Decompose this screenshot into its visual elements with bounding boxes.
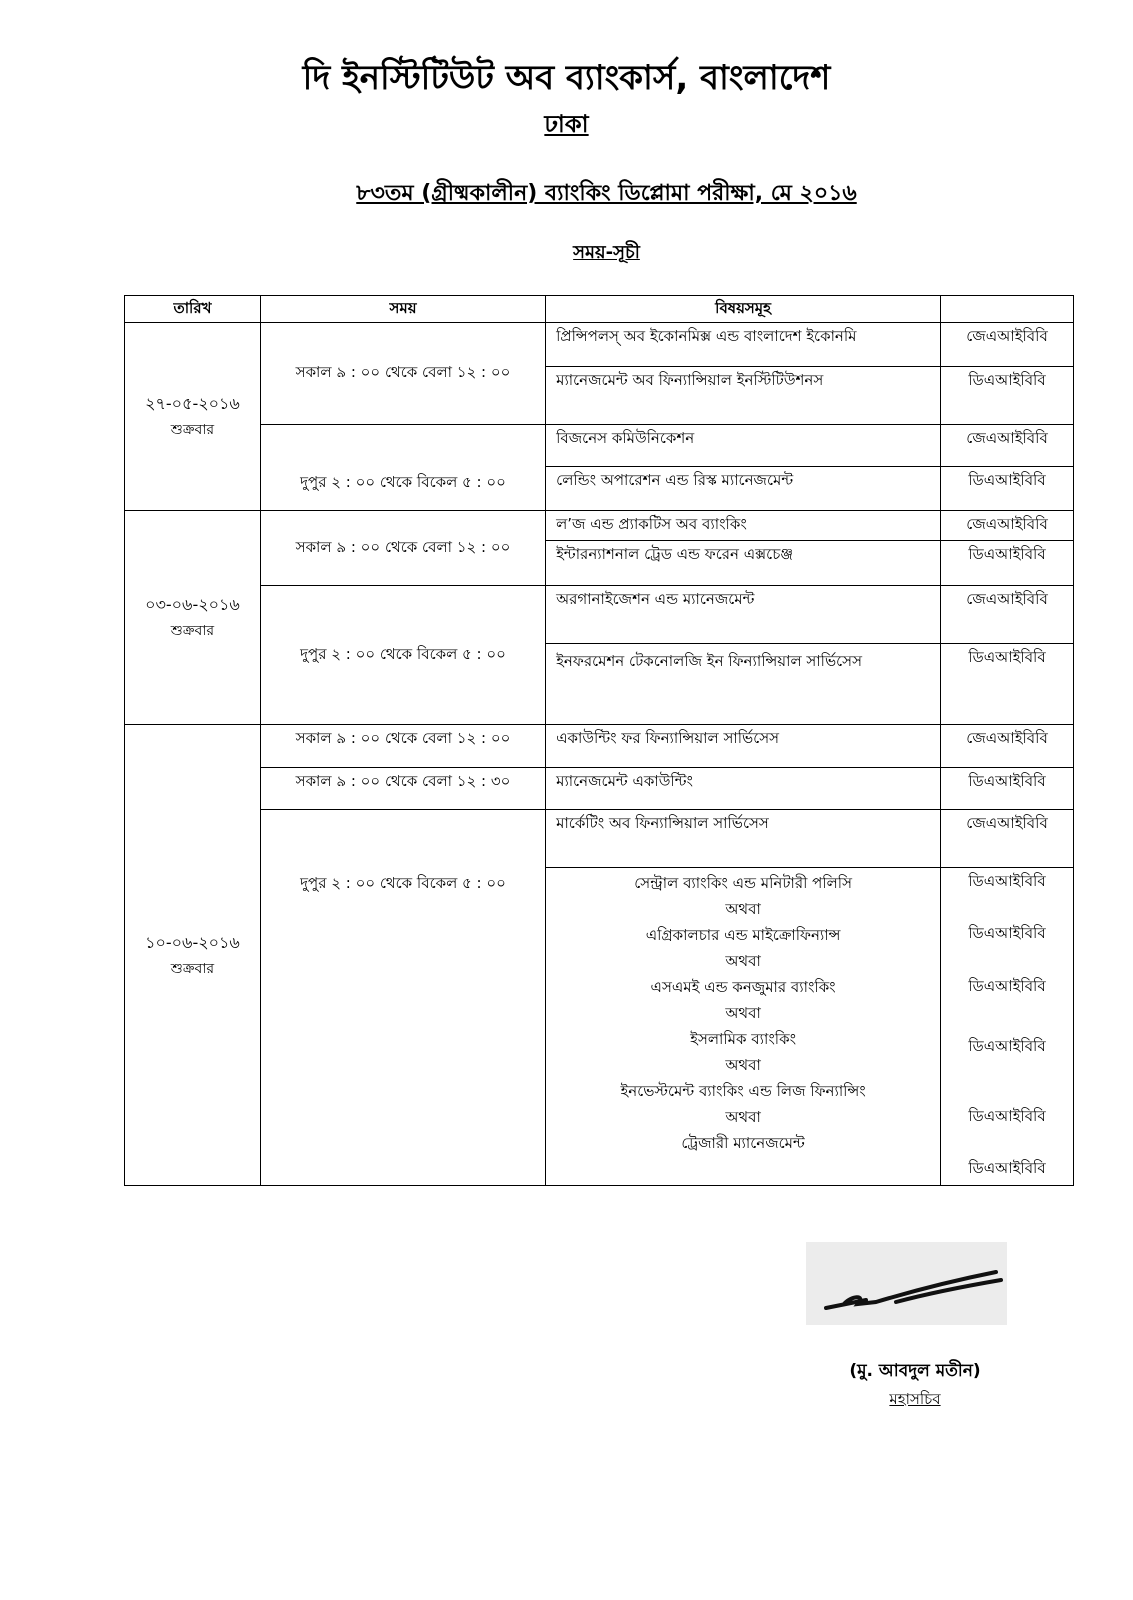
header-code <box>941 296 1074 323</box>
signatory-name: (মু. আবদুল মতীন) <box>849 1361 981 1381</box>
course-code: ডিএআইবিবি <box>968 924 1046 942</box>
course-code: ডিএআইবিবি <box>968 1037 1046 1055</box>
weekday: শুক্রবার <box>170 422 215 438</box>
course-code: ডিএআইবিবি <box>968 977 1046 995</box>
subject: একাউন্টিং ফর ফিন্যান্সিয়াল সার্ভিসেস <box>546 725 941 768</box>
subject: প্রিন্সিপলস্ অব ইকোনমিক্স এন্ড বাংলাদেশ ইকোনমি <box>546 323 941 367</box>
signature-image <box>806 1242 1007 1325</box>
schedule-title-text: সময়-সূচী <box>573 242 640 263</box>
weekday: শুক্রবার <box>170 960 215 977</box>
exam-schedule-table <box>124 295 1074 1186</box>
exam-title <box>40 176 1133 213</box>
or-separator: অথবা <box>725 1108 761 1126</box>
subject: ইনফরমেশন টেকনোলজি ইন ফিন্যান্সিয়াল সার্ভিসেস <box>546 644 941 725</box>
subject: লেন্ডিং অপারেশন এন্ড রিস্ক ম্যানেজমেন্ট <box>546 467 941 511</box>
time-cell: সকাল ৯ : ০০ থেকে বেলা ১২ : ০০ <box>260 323 545 425</box>
table-row <box>125 425 1074 467</box>
time-cell: সকাল ৯ : ০০ থেকে বেলা ১২ : ৩০ <box>260 768 545 810</box>
elective-subject: ট্রেজারী ম্যানেজমেন্ট <box>681 1134 805 1152</box>
table-row <box>125 725 1074 768</box>
table-row <box>125 586 1074 644</box>
subject: মার্কেটিং অব ফিন্যান্সিয়াল সার্ভিসেস <box>546 810 941 868</box>
date-cell <box>125 725 261 1186</box>
time-cell: দুপুর ২ : ০০ থেকে বিকেল ৫ : ০০ <box>260 810 545 1186</box>
elective-subject: সেন্ট্রাল ব্যাংকিং এন্ড মনিটারী পলিসি <box>634 874 853 892</box>
elective-subject: ইসলামিক ব্যাংকিং <box>690 1030 797 1048</box>
organization-title: দি ইনস্টিটিউট অব ব্যাংকার্স, বাংলাদেশ <box>302 58 831 98</box>
subject: বিজনেস কমিউনিকেশন <box>546 425 941 467</box>
signatory-title-text: মহাসচিব <box>889 1390 941 1408</box>
course-code: ডিএআইবিবি <box>941 541 1074 586</box>
course-code: জেএআইবিবি <box>941 810 1074 868</box>
subject: ল’জ এন্ড প্র্যাকটিস অব ব্যাংকিং <box>546 511 941 541</box>
time-cell: দুপুর ২ : ০০ থেকে বিকেল ৫ : ০০ <box>260 586 545 725</box>
date: ২৭-০৫-২০১৬ <box>145 394 240 413</box>
course-code: জেএআইবিবি <box>941 511 1074 541</box>
subject: ইন্টারন্যাশনাল ট্রেড এন্ড ফরেন এক্সচেঞ্জ <box>546 541 941 586</box>
header-date: তারিখ <box>125 296 261 323</box>
subject: অরগানাইজেশন এন্ড ম্যানেজমেন্ট <box>546 586 941 644</box>
date-cell <box>125 511 261 725</box>
city-title <box>0 106 1133 146</box>
table-row <box>125 323 1074 367</box>
course-code: জেএআইবিবি <box>941 323 1074 367</box>
subject: ম্যানেজমেন্ট অব ফিন্যান্সিয়াল ইনস্টিটিউশনস <box>546 367 941 425</box>
course-code: জেএআইবিবি <box>941 586 1074 644</box>
course-code: ডিএআইবিবি <box>941 768 1074 810</box>
elective-subject: এসএমই এন্ড কনজুমার ব্যাংকিং <box>650 978 836 996</box>
table-row <box>125 768 1074 810</box>
course-code: ডিএআইবিবি <box>968 1159 1046 1177</box>
elective-subject: এগ্রিকালচার এন্ড মাইক্রোফিন্যান্স <box>645 926 841 944</box>
subject: ম্যানেজমেন্ট একাউন্টিং <box>546 768 941 810</box>
table-header-row <box>125 296 1074 323</box>
course-code: ডিএআইবিবি <box>941 467 1074 511</box>
course-code: ডিএআইবিবি <box>941 644 1074 725</box>
time-cell: সকাল ৯ : ০০ থেকে বেলা ১২ : ০০ <box>260 511 545 586</box>
or-separator: অথবা <box>725 1004 761 1022</box>
header-subjects: বিষয়সমূহ <box>546 296 941 323</box>
date: ০৩-০৬-২০১৬ <box>145 595 240 614</box>
date-cell <box>125 323 261 511</box>
signatory-title <box>820 1388 1010 1413</box>
course-code: ডিএআইবিবি <box>941 367 1074 425</box>
weekday: শুক্রবার <box>170 623 215 639</box>
or-separator: অথবা <box>725 900 761 918</box>
course-code: ডিএআইবিবি <box>968 872 1046 890</box>
elective-subject: ইনভেস্টমেন্ট ব্যাংকিং এন্ড লিজ ফিন্যান্সিং <box>620 1082 866 1100</box>
schedule-title <box>40 238 1133 269</box>
exam-title-text: ৮৩তম (গ্রীষ্মকালীন) ব্যাংকিং ডিপ্লোমা পরীক্ষা, মে ২০১৬ <box>356 181 857 206</box>
course-code: জেএআইবিবি <box>941 725 1074 768</box>
elective-codes <box>941 868 1074 1186</box>
city-text: ঢাকা <box>544 110 589 138</box>
time-cell: সকাল ৯ : ০০ থেকে বেলা ১২ : ০০ <box>260 725 545 768</box>
table-row <box>125 511 1074 541</box>
course-code: জেএআইবিবি <box>941 425 1074 467</box>
or-separator: অথবা <box>725 1056 761 1074</box>
elective-subjects <box>546 868 941 1186</box>
course-code: ডিএআইবিবি <box>968 1107 1046 1125</box>
header-time: সময় <box>260 296 545 323</box>
table-row <box>125 810 1074 868</box>
time-cell: দুপুর ২ : ০০ থেকে বিকেল ৫ : ০০ <box>260 425 545 511</box>
date: ১০-০৬-২০১৬ <box>145 932 240 952</box>
or-separator: অথবা <box>725 952 761 970</box>
